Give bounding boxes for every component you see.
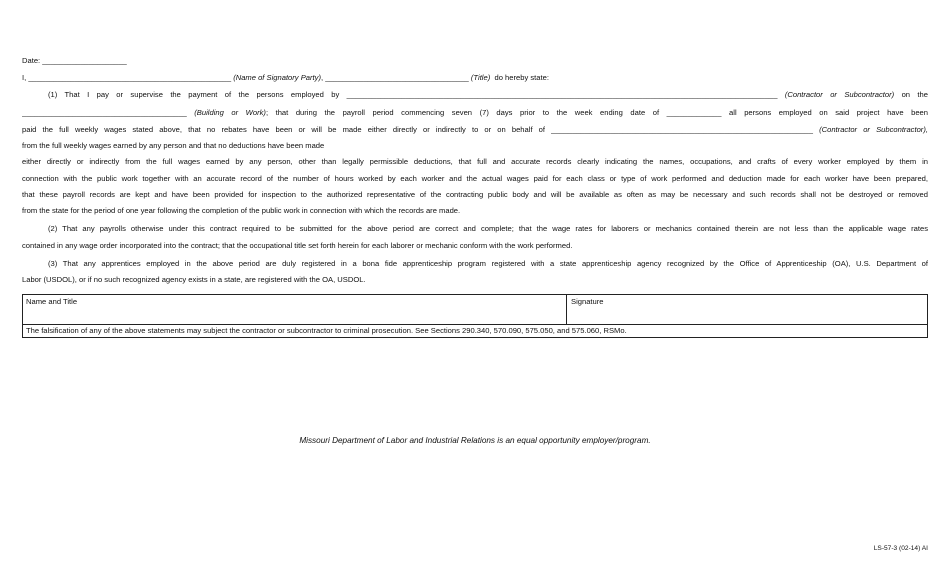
contractor-label: (Contractor or Subcontractor) (784, 90, 895, 99)
date-line[interactable]: Date: ____________________ (22, 56, 127, 65)
clause2-line2: contained in any wage order incorporated into the contract; that the occupational title set forth herein for each laborer or mechanic conform with the work performed. (22, 241, 573, 250)
equal-opportunity-statement: Missouri Department of Labor and Industrial Relations is an equal opportunity employer/program. (299, 436, 651, 445)
falsification-notice: The falsification of any of the above statements may subject the contractor or subcontractor to criminal prosecution. See Sections 290.340, 570.090, 575.050, and 575.060, RSMo. (26, 326, 627, 335)
building-work-label: (Building or Work) (194, 108, 266, 117)
clause1-line1 (22, 90, 928, 100)
signature-row (23, 295, 927, 325)
clause2-line1: (2) That any payrolls otherwise under this contract required to be submitted for the above period are correct and complete; that the wage rates for laborers or mechanics contained therein are not less than the applicable wage rates (48, 224, 928, 233)
name-title-cell[interactable] (23, 295, 567, 324)
signatory-name-label: (Name of Signatory Party) (233, 73, 321, 82)
signature-table (22, 294, 928, 338)
rebate-contractor-blank[interactable]: paid the full weekly wages stated above, that no rebates have been or will be made either directly or indirectly to or on behalf of ______________________________________________________________ (22, 125, 813, 134)
clause3-line2: Labor (USDOL), or if no such recognized agency exists in a state, are registered with the OA, USDOL. (22, 275, 366, 284)
clause1-line1-end: on the (901, 90, 928, 99)
signature-cell[interactable] (568, 295, 928, 324)
clause1-line3 (22, 125, 928, 135)
declaration-suffix: do hereby state: (494, 73, 549, 82)
signatory-name-blank[interactable]: I, ________________________________________________ (22, 73, 232, 82)
clause3-line1: (3) That any apprentices employed in the above period are duly registered in a bona fide apprenticeship program registered with a state apprenticeship agency recognized by the Office of Apprenticeship (OA), U.S. Department of (48, 259, 928, 268)
signature-label: Signature (571, 297, 604, 306)
signatory-declaration (22, 73, 549, 83)
name-title-label: Name and Title (26, 297, 78, 306)
clause1-line2-text: ; that during the payroll period commencing seven (7) days prior to the week ending date of _____________ all persons employed on said project have been (265, 108, 928, 117)
contractor-blank[interactable]: (1) That I pay or supervise the payment of the persons employed by ______________________________________________________________________________________________________ (48, 90, 778, 99)
clause1-line8: from the state for the period of one year following the completion of the public work in connection with which the records are made. (22, 206, 461, 215)
clause1-line4: from the full weekly wages earned by any person and that no deductions have been made (22, 141, 325, 150)
signatory-title-blank[interactable]: , __________________________________ (320, 73, 469, 82)
clause1-line6: connection with the public work together with an accurate record of the number of hours worked by each worker and the actual wages paid for each class or type of work performed and deduction made for each worker have been prepared, (22, 174, 928, 183)
clause1-line5: either directly or indirectly from the full wages earned by any person, other than legally permissible deductions, that full and accurate records clearly indicating the names, occupations, and crafts of every worker employed by them in (22, 157, 928, 166)
clause1-line7: that these payroll records are kept and have been provided for inspection to the authorized representative of the contracting public body and will be available as often as may be necessary and such records shall not be destroyed or removed (22, 190, 928, 199)
building-work-blank[interactable]: _______________________________________ (22, 108, 187, 117)
signatory-title-label: (Title) (470, 73, 491, 82)
rebate-contractor-label: (Contractor or Subcontractor), (819, 125, 928, 134)
form-number: LS-57-3 (02-14) AI (873, 545, 928, 552)
clause1-line2 (22, 108, 928, 118)
